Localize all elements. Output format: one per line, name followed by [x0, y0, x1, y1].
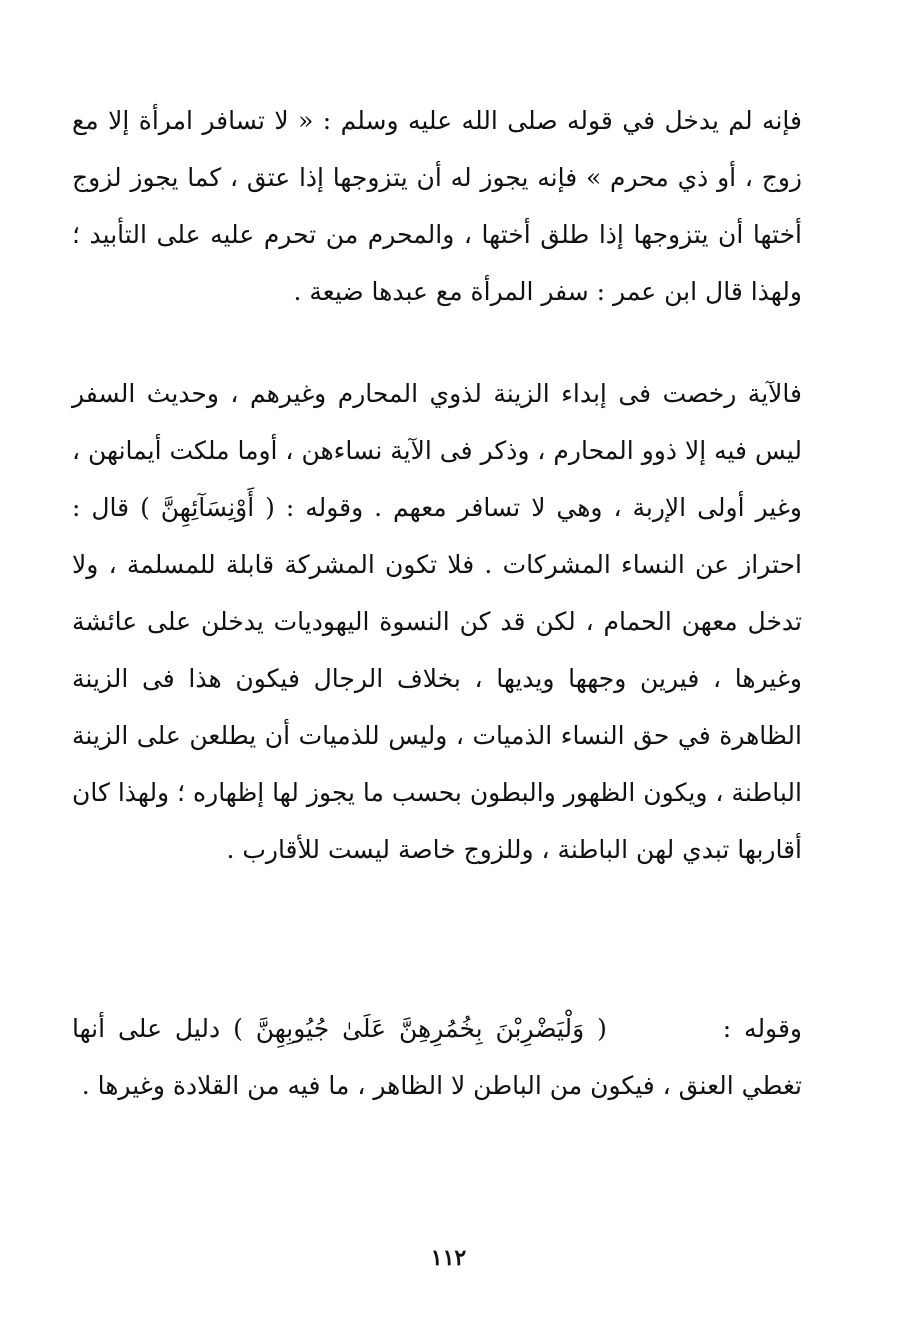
page-number: ١١٢ — [430, 1245, 467, 1271]
paragraph-3-lead: وقوله : — [722, 1014, 802, 1043]
paragraph-1: فإنه لم يدخل في قوله صلى الله عليه وسلم : « لا تسافر امرأة إلا مع زوج ، أو ذي محرم » فإنه يجوز له أن يتزوجها إذا عتق ، كما يجوز لزوج أختها أن يتزوجها إذا طلق أختها ، والمحرم من تحرم عليه على التأبيد ؛ ولهذا قال ابن عمر : سفر المرأة مع عبدها ضيعة . — [72, 106, 802, 306]
paragraph-3-body: دليل على أنها تغطي العنق ، فيكون من الباطن لا الظاهر ، ما فيه من القلادة وغيرها . — [72, 1014, 802, 1100]
paragraph-3 — [72, 1000, 802, 1114]
quranic-quote: ( وَلْيَضْرِبْنَ بِخُمُرِهِنَّ عَلَىٰ جُيُوبِهِنَّ ) — [233, 1014, 607, 1043]
paragraph-2: فالآية رخصت فى إبداء الزينة لذوي المحارم وغيرهم ، وحديث السفر ليس فيه إلا ذوو المحارم ، وذكر فى الآية نساءهن ، أوما ملكت أيمانهن ، وغير أولى الإربة ، وهي لا تسافر معهم . وقوله : ( أَوْنِسَآئِهِنَّ ) قال : احتراز عن النساء المشركات . فلا تكون المشركة قابلة للمسلمة ، ولا تدخل معهن الحمام ، لكن قد كن النسوة اليهوديات يدخلن على عائشة وغيرها ، فيرين وجهها ويديها ، بخلاف الرجال فيكون هذا فى الزينة الظاهرة في حق النساء الذميات ، وليس للذميات أن يطلعن على الزينة الباطنة ، ويكون الظهور والبطون بحسب ما يجوز لها إظهاره ؛ ولهذا كان أقاربها تبدي لهن الباطنة ، وللزوج خاصة ليست للأقارب . — [72, 379, 802, 864]
